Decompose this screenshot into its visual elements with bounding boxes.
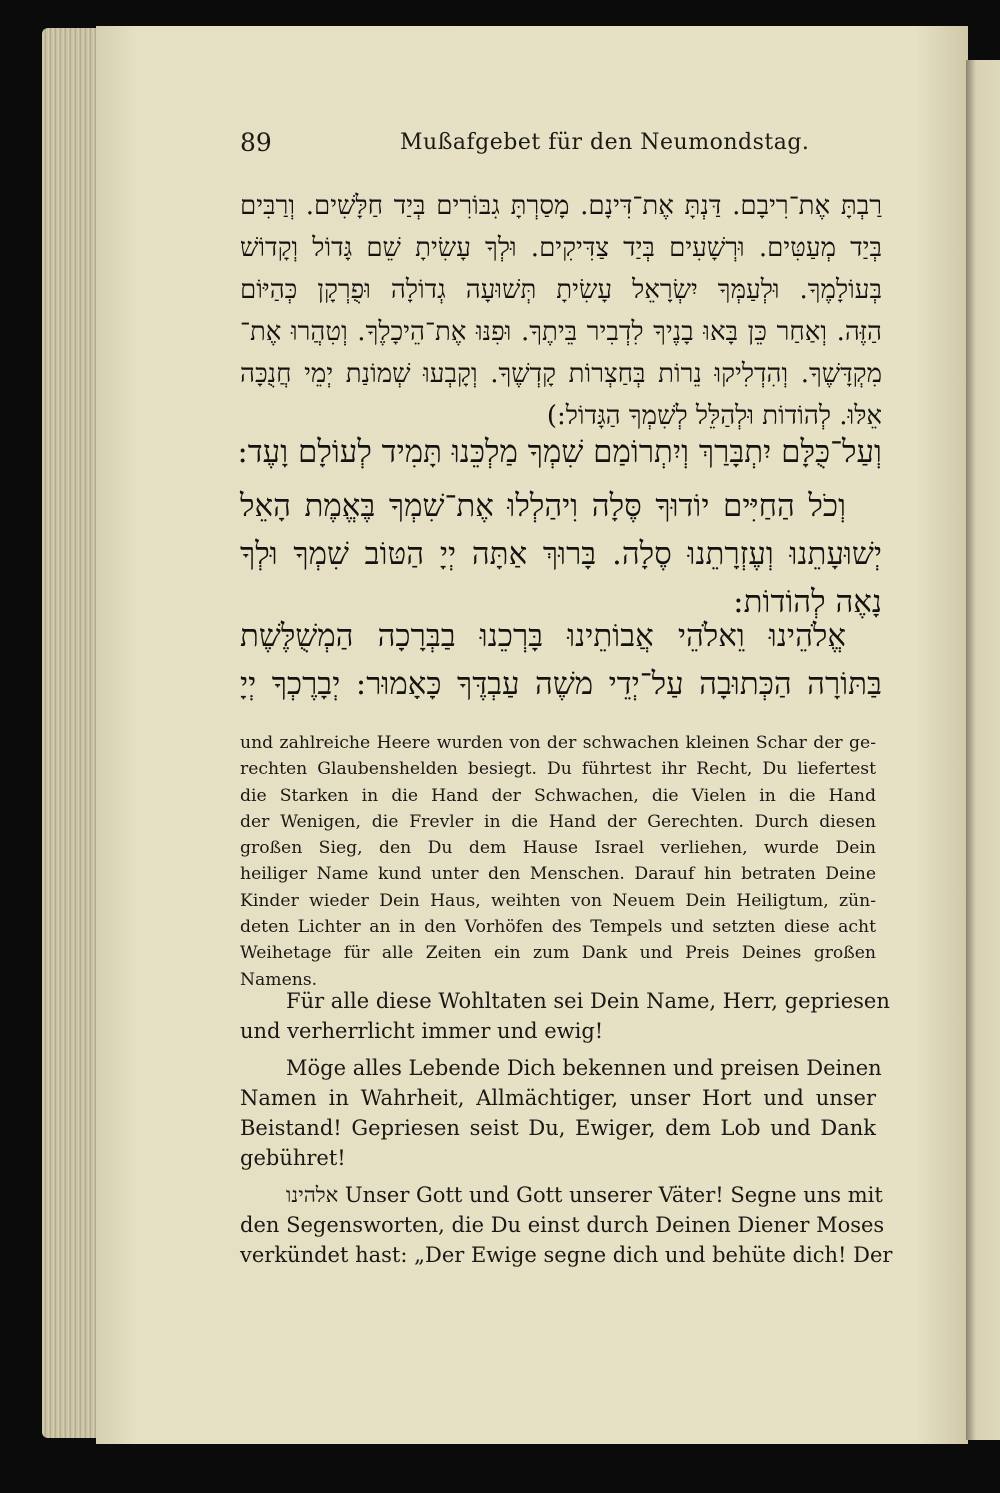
german-line: deten Lichter an in den Vorhöfen des Tempels und setzten diese acht (240, 917, 876, 938)
running-title: Mußafgebet für den Neumondstag. (400, 130, 810, 155)
german-line: Beistand! Gepriesen seist Du, Ewiger, dem Lob und Dank (240, 1116, 876, 1140)
german-line: und verherrlicht immer und ewig! (240, 1019, 604, 1043)
hebrew-block-small (240, 185, 882, 437)
german-line: heiliger Name kund unter den Menschen. Darauf hin betraten Deine (240, 864, 876, 885)
german-line: verkündet hast: „Der Ewige segne dich und behüte dich! Der (240, 1243, 893, 1267)
page-edges (42, 28, 104, 1438)
hebrew-block-large-2 (240, 482, 882, 626)
german-paragraph-1 (240, 986, 890, 1046)
hebrew-line: הַזֶּה. וְאַחַר כֵּן בָּאוּ בָנֶיךָ לִדְבִיר בֵּיתֶךָ. וּפִנּוּ אֶת־הֵיכָלֶךָ. וְטִהֲרוּ אֶת־ (240, 317, 882, 347)
facing-page-edge (966, 60, 1000, 1440)
hebrew-block-large-1 (237, 428, 882, 476)
hebrew-line: וְעַל־כֻּלָּם יִתְבָּרַךְ וְיִתְרוֹמַם שִׁמְךָ מַלְכֵּנוּ תָּמִיד לְעוֹלָם וָעֶד: (237, 434, 882, 470)
page-number: 89 (240, 128, 272, 157)
german-line: gebühret! (240, 1146, 346, 1170)
hebrew-line: בְּיַד מְעַטִּים. וּרְשָׁעִים בְּיַד צַדִּיקִים. וּלְךָ עָשִׂיתָ שֵׁם גָּדוֹל וְקָדוֹשׁ (240, 233, 882, 263)
hebrew-line: רַבְתָּ אֶת־רִיבָם. דַּנְתָּ אֶת־דִּינָם. מָסַרְתָּ גִבּוֹרִים בְּיַד חַלָּשִׁים. וְרַבִּים (240, 191, 882, 221)
running-head (140, 128, 876, 168)
hebrew-line: אֵלּוּ. לְהוֹדוֹת וּלְהַלֵּל לְשִׁמְךָ הַגָּדוֹל:) (546, 401, 882, 431)
german-line: den Segensworten, die Du einst durch Deinen Diener Moses (240, 1213, 885, 1237)
german-paragraph-2 (240, 1053, 882, 1173)
german-line: Für alle diese Wohltaten sei Dein Name, Herr, gepriesen (286, 989, 890, 1013)
german-line: großen Sieg, den Du dem Hause Israel verliehen, wurde Dein (240, 838, 876, 859)
hebrew-line: יְשׁוּעָתֵנוּ וְעֶזְרָתֵנוּ סֶלָה. בָּרוּךְ אַתָּה יְיָ הַטּוֹב שִׁמְךָ וּלְךָ (240, 536, 882, 572)
hebrew-line: אֱלֹהֵינוּ וֵאלֹהֵי אֲבוֹתֵינוּ בָּרְכֵנוּ בַבְּרָכָה הַמְשֻׁלֶּשֶׁת (240, 618, 846, 654)
hebrew-block-large-3 (240, 612, 882, 708)
german-line: die Starken in die Hand der Schwachen, die Vielen in die Hand (240, 785, 876, 806)
german-line: Möge alles Lebende Dich bekennen und preisen Deinen (286, 1056, 882, 1080)
hebrew-line: וְכֹל הַחַיִּים יוֹדוּךָ סֶּלָה וִיהַלְלוּ אֶת־שִׁמְךָ בֶּאֱמֶת הָאֵל (240, 488, 846, 524)
german-line: der Wenigen, die Frevler in die Hand der Gerechten. Durch diesen (240, 811, 876, 832)
hebrew-line: נָאֶה לְהוֹדוֹת: (733, 584, 882, 620)
german-line: Weihetage für alle Zeiten ein zum Dank und Preis Deines großen (240, 943, 876, 964)
hebrew-line: מִקְדָּשֶׁךָ. וְהִדְלִיקוּ נֵרוֹת בְּחַצְרוֹת קָדְשֶׁךָ. וְקָבְעוּ שְׁמוֹנַת יְמֵי חֲנֻכָּה (240, 359, 882, 389)
german-line: und zahlreiche Heere wurden von der schwachen kleinen Schar der ge- (240, 733, 876, 753)
hebrew-line: בַּתּוֹרָה הַכְּתוּבָה עַל־יְדֵי משֶׁה עַבְדֶּךָ כָּאָמוּר: יְבָרֶכְךָ יְיָ (240, 666, 882, 702)
german-line: rechten Glaubenshelden besiegt. Du führtest ihr Recht, Du liefertest (240, 759, 876, 780)
german-paragraph-3 (240, 1180, 893, 1270)
german-translation-small (240, 730, 876, 993)
german-line: אלהינו Unser Gott und Gott unserer Väter! Segne uns mit (286, 1183, 883, 1207)
german-line: Namen in Wahrheit, Allmächtiger, unser Hort und unser (240, 1086, 876, 1110)
german-line: Namens. (240, 969, 318, 990)
german-line: Kinder wieder Dein Haus, weihten von Neuem Dein Heiligtum, zün- (240, 890, 876, 911)
hebrew-line: בְּעוֹלָמֶךָ. וּלְעַמְּךָ יִשְׂרָאֵל עָשִׂיתָ תְּשׁוּעָה גְדוֹלָה וּפֻרְקָן כְּהַיּוֹם (240, 275, 882, 305)
